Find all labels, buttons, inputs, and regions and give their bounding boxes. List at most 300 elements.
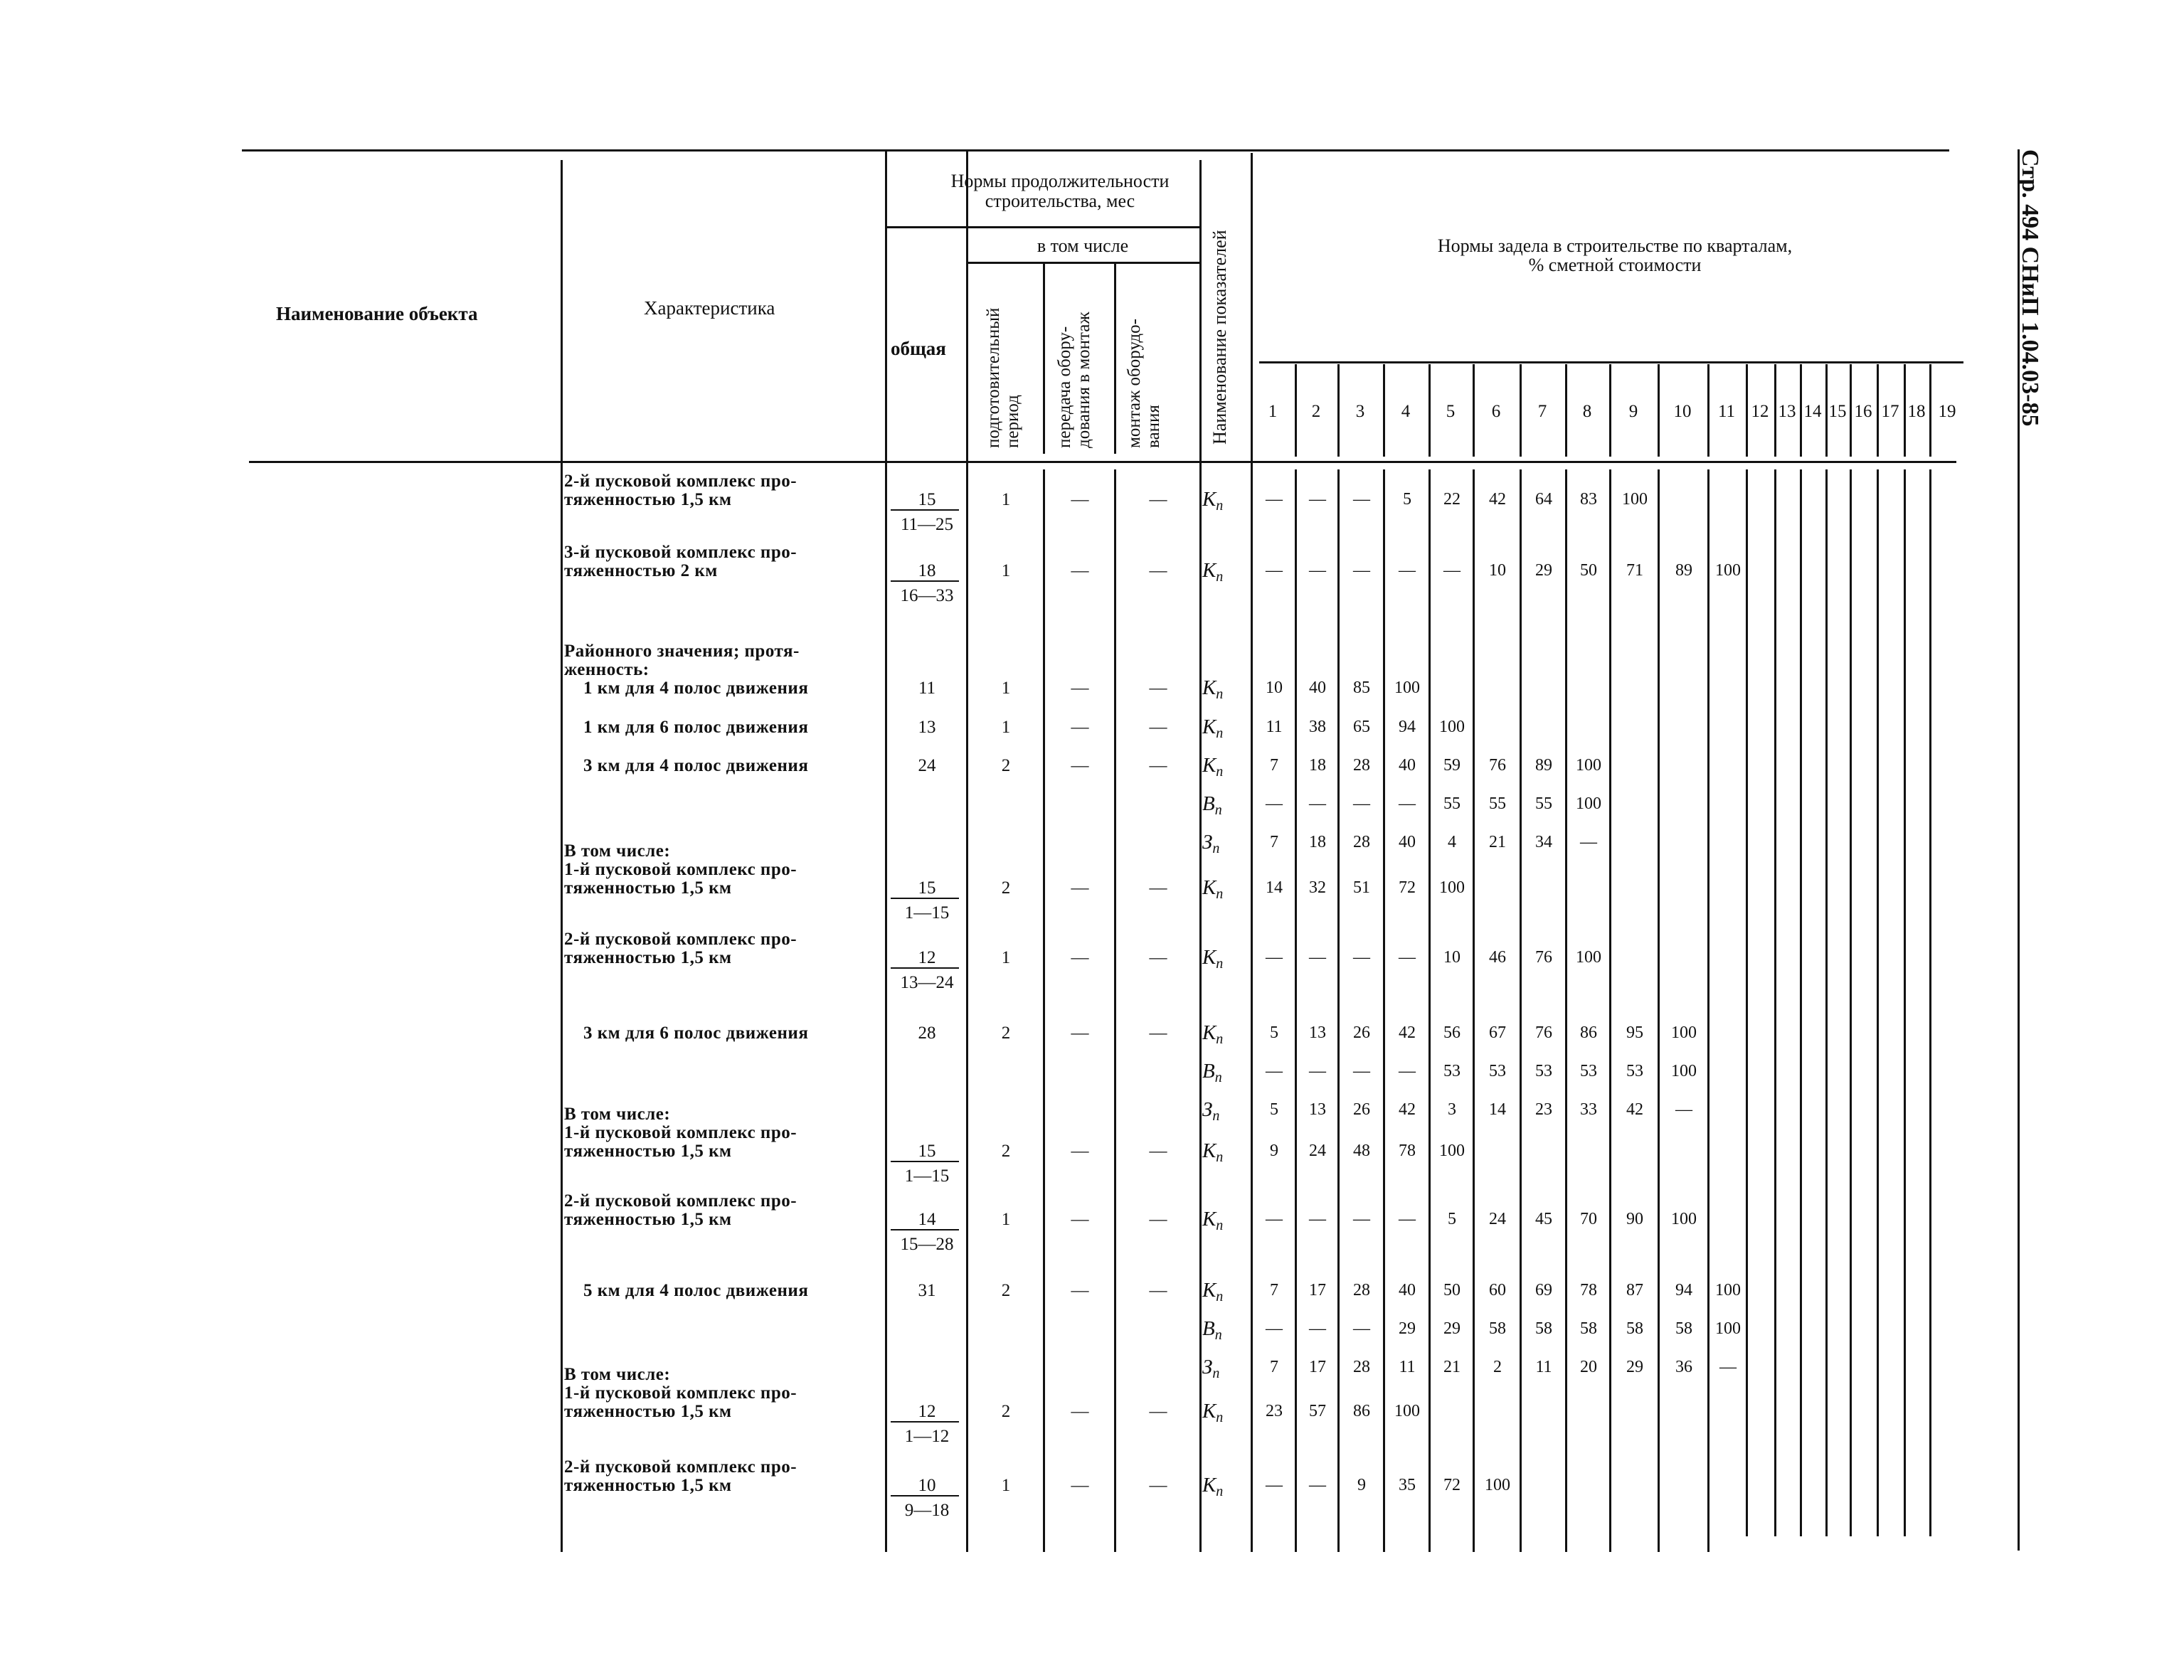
cell-quarter-value: 7: [1270, 1358, 1278, 1376]
cell-quarter-value: 58: [1675, 1319, 1692, 1338]
cell-quarter-value: 100: [1394, 1402, 1420, 1420]
row-characteristic: тяженностью 1,5 км: [564, 1142, 732, 1161]
cell-preparatory-period: 1: [1001, 718, 1011, 737]
cell-quarter-value: 26: [1353, 1100, 1370, 1119]
indicator-subscript: п: [1212, 1366, 1220, 1381]
cell-quarter-value: 2: [1493, 1358, 1502, 1376]
header-preparatory-line-1: подготовительный: [984, 307, 1003, 448]
cell-quarter-value: 10: [1489, 561, 1506, 580]
cell-quarter-value: 33: [1580, 1100, 1597, 1119]
cell-quarter-value: 55: [1443, 794, 1461, 813]
cell-equipment-installation: —: [1149, 1210, 1167, 1229]
cell-quarter-value: 22: [1443, 490, 1461, 509]
cell-quarter-value: 3: [1448, 1100, 1456, 1119]
row-characteristic: тяженностью 1,5 км: [564, 1402, 732, 1421]
column-rule: [1043, 262, 1045, 454]
header-quarter-17: 17: [1881, 402, 1899, 421]
cell-quarter-value: 11: [1399, 1358, 1416, 1376]
header-quarter-9: 9: [1628, 402, 1638, 421]
row-characteristic: 3 км для 6 полос движения: [583, 1024, 809, 1043]
cell-total-duration: 15: [918, 878, 936, 898]
indicator-subscript: п: [1216, 1410, 1224, 1425]
header-duration-line-2: строительства, мес: [985, 191, 1135, 211]
column-rule: [561, 160, 563, 1552]
cell-quarter-value: 78: [1399, 1142, 1416, 1160]
indicator-letter: З: [1202, 831, 1213, 854]
cell-preparatory-period: 1: [1001, 679, 1011, 698]
cell-quarter-value: 100: [1715, 561, 1741, 580]
header-indicator-name: Наименование показателей: [1209, 230, 1230, 445]
header-transfer-line-1: передача обору-: [1055, 326, 1074, 448]
fraction-rule: [891, 1229, 959, 1230]
cell-quarter-value: —: [1266, 1210, 1283, 1228]
cell-quarter-value: 10: [1266, 679, 1283, 697]
column-rule: [1929, 469, 1931, 1536]
fraction-rule: [891, 967, 959, 969]
cell-equipment-installation: —: [1149, 718, 1167, 737]
cell-preparatory-period: 1: [1001, 1476, 1011, 1495]
cell-total-duration: 12: [918, 948, 936, 967]
cell-equipment-transfer: —: [1071, 1142, 1089, 1161]
cell-equipment-installation: —: [1149, 948, 1167, 967]
cell-quarter-value: 100: [1576, 948, 1601, 967]
cell-duration-range: 16—33: [900, 586, 954, 605]
cell-quarter-value: 42: [1399, 1100, 1416, 1119]
cell-quarter-value: 58: [1580, 1319, 1597, 1338]
header-backlog-line-2: % сметной стоимости: [1528, 255, 1702, 275]
cell-quarter-value: 40: [1399, 756, 1416, 775]
cell-quarter-value: 72: [1399, 878, 1416, 897]
column-rule: [1850, 469, 1852, 1536]
row-characteristic: 1-й пусковой комплекс про-: [564, 1123, 797, 1142]
header-quarter-5: 5: [1446, 402, 1456, 421]
cell-quarter-value: 7: [1270, 1281, 1278, 1299]
cell-quarter-value: 67: [1489, 1024, 1506, 1042]
cell-quarter-value: 14: [1489, 1100, 1506, 1119]
header-quarter-3: 3: [1355, 402, 1365, 421]
header-preparatory-line-2: период: [1003, 395, 1022, 448]
header-installation-line-2: вания: [1144, 405, 1163, 448]
cell-quarter-value: 50: [1580, 561, 1597, 580]
indicator-letter: К: [1202, 488, 1216, 511]
header-quarter-7: 7: [1537, 402, 1547, 421]
cell-preparatory-period: 1: [1001, 490, 1011, 509]
header-quarter-6: 6: [1491, 402, 1501, 421]
cell-quarter-value: 100: [1671, 1024, 1697, 1042]
cell-quarter-value: —: [1399, 948, 1416, 967]
cell-quarter-value: 65: [1353, 718, 1370, 736]
indicator-subscript: п: [1216, 498, 1224, 514]
column-rule: [1800, 469, 1802, 1536]
cell-quarter-value: 100: [1715, 1281, 1741, 1299]
cell-quarter-value: 46: [1489, 948, 1506, 967]
cell-quarter-value: —: [1443, 561, 1461, 580]
indicator-letter: К: [1202, 716, 1216, 738]
cell-quarter-value: 53: [1535, 1062, 1552, 1080]
header-quarter-4: 4: [1401, 402, 1411, 421]
indicator-letter: В: [1202, 792, 1215, 815]
indicator-letter: К: [1202, 1208, 1216, 1230]
column-rule: [1520, 469, 1522, 1552]
row-characteristic: женность:: [564, 660, 650, 679]
indicator-subscript: п: [1214, 802, 1222, 818]
cell-total-duration: 10: [918, 1476, 936, 1495]
cell-quarter-value: 21: [1489, 833, 1506, 851]
header-characteristic: Характеристика: [644, 297, 775, 319]
indicator-subscript: п: [1216, 725, 1224, 741]
fraction-rule: [891, 1421, 959, 1423]
cell-quarter-value: —: [1309, 1476, 1326, 1494]
indicator-letter: К: [1202, 1474, 1216, 1496]
cell-quarter-value: 72: [1443, 1476, 1461, 1494]
cell-preparatory-period: 2: [1001, 1024, 1011, 1043]
cell-quarter-value: 13: [1309, 1024, 1326, 1042]
cell-quarter-value: 53: [1626, 1062, 1643, 1080]
cell-quarter-value: 58: [1535, 1319, 1552, 1338]
cell-quarter-value: —: [1675, 1100, 1692, 1119]
indicator-letter: К: [1202, 559, 1216, 582]
row-characteristic: 1-й пусковой комплекс про-: [564, 1383, 797, 1403]
indicator-subscript: п: [1212, 1108, 1220, 1124]
cell-quarter-value: 29: [1626, 1358, 1643, 1376]
cell-quarter-value: 21: [1443, 1358, 1461, 1376]
fraction-rule: [891, 898, 959, 899]
cell-equipment-transfer: —: [1071, 1281, 1089, 1300]
cell-equipment-transfer: —: [1071, 878, 1089, 898]
cell-equipment-transfer: —: [1071, 1210, 1089, 1229]
header-quarter-11: 11: [1717, 402, 1736, 421]
row-characteristic: тяженностью 1,5 км: [564, 1210, 732, 1229]
cell-quarter-value: 85: [1353, 679, 1370, 697]
column-rule: [1114, 469, 1116, 1552]
indicator-letter: К: [1202, 1400, 1216, 1423]
cell-duration-range: 15—28: [900, 1235, 954, 1254]
column-rule: [1609, 469, 1611, 1552]
cell-quarter-value: 26: [1353, 1024, 1370, 1042]
cell-quarter-value: 71: [1626, 561, 1643, 580]
cell-equipment-installation: —: [1149, 490, 1167, 509]
cell-quarter-value: 28: [1353, 1281, 1370, 1299]
cell-quarter-value: —: [1353, 948, 1370, 967]
cell-equipment-installation: —: [1149, 878, 1167, 898]
cell-quarter-value: 42: [1489, 490, 1506, 509]
row-characteristic: 3 км для 4 полос движения: [583, 756, 809, 775]
cell-quarter-value: 100: [1671, 1210, 1697, 1228]
cell-quarter-value: 11: [1266, 718, 1283, 736]
cell-quarter-value: —: [1353, 1210, 1370, 1228]
cell-equipment-transfer: —: [1071, 561, 1089, 580]
column-rule: [1707, 469, 1709, 1552]
cell-preparatory-period: 1: [1001, 1210, 1011, 1229]
header-installation-line-1: монтаж оборудо-: [1125, 319, 1144, 448]
cell-equipment-transfer: —: [1071, 1024, 1089, 1043]
cell-quarter-value: 57: [1309, 1402, 1326, 1420]
cell-quarter-value: —: [1309, 1319, 1326, 1338]
header-quarter-1: 1: [1268, 402, 1278, 421]
cell-equipment-installation: —: [1149, 1024, 1167, 1043]
row-characteristic: тяженностью 1,5 км: [564, 1476, 732, 1495]
cell-quarter-value: 100: [1439, 1142, 1465, 1160]
cell-quarter-value: 29: [1443, 1319, 1461, 1338]
header-rule: [885, 226, 1201, 228]
header-object-name: Наименование объекта: [276, 303, 478, 324]
cell-duration-range: 11—25: [900, 515, 954, 534]
header-bottom-rule: [249, 461, 1956, 463]
indicator-subscript: п: [1216, 569, 1224, 585]
cell-quarter-value: 76: [1535, 1024, 1552, 1042]
cell-quarter-value: 58: [1489, 1319, 1506, 1338]
cell-quarter-value: —: [1266, 561, 1283, 580]
indicator-letter: К: [1202, 1279, 1216, 1302]
cell-quarter-value: 14: [1266, 878, 1283, 897]
column-rule: [1043, 469, 1045, 1552]
cell-quarter-value: 17: [1309, 1358, 1326, 1376]
cell-quarter-value: 48: [1353, 1142, 1370, 1160]
row-characteristic: 2-й пусковой комплекс про-: [564, 1457, 797, 1477]
cell-quarter-value: 53: [1489, 1062, 1506, 1080]
column-rule: [1295, 469, 1297, 1552]
cell-total-duration: 14: [918, 1210, 936, 1229]
row-characteristic: тяженностью 2 км: [564, 561, 718, 580]
cell-total-duration: 11: [918, 679, 936, 698]
cell-duration-range: 9—18: [904, 1501, 950, 1520]
header-quarter-15: 15: [1828, 402, 1847, 421]
cell-quarter-value: 94: [1399, 718, 1416, 736]
indicator-subscript: п: [1214, 1327, 1222, 1343]
row-characteristic: В том числе:: [564, 841, 671, 861]
indicator-subscript: п: [1216, 686, 1224, 702]
cell-equipment-installation: —: [1149, 1281, 1167, 1300]
cell-total-duration: 15: [918, 1142, 936, 1161]
cell-equipment-transfer: —: [1071, 679, 1089, 698]
cell-quarter-value: —: [1266, 1476, 1283, 1494]
cell-quarter-value: 100: [1576, 756, 1601, 775]
indicator-subscript: п: [1216, 1031, 1224, 1047]
indicator-letter: В: [1202, 1317, 1215, 1340]
column-rule: [1114, 262, 1116, 454]
cell-quarter-value: 45: [1535, 1210, 1552, 1228]
cell-quarter-value: —: [1309, 1210, 1326, 1228]
indicator-letter: К: [1202, 754, 1216, 777]
cell-quarter-value: —: [1353, 1319, 1370, 1338]
row-characteristic: 3-й пусковой комплекс про-: [564, 543, 797, 562]
cell-quarter-value: 100: [1671, 1062, 1697, 1080]
cell-quarter-value: —: [1399, 561, 1416, 580]
fraction-rule: [891, 580, 959, 582]
cell-quarter-value: —: [1266, 1319, 1283, 1338]
header-quarter-16: 16: [1854, 402, 1872, 421]
cell-quarter-value: 40: [1399, 1281, 1416, 1299]
cell-quarter-value: 70: [1580, 1210, 1597, 1228]
indicator-subscript: п: [1216, 1218, 1224, 1233]
cell-quarter-value: 100: [1394, 679, 1420, 697]
cell-quarter-value: 23: [1535, 1100, 1552, 1119]
column-rule: [1251, 153, 1253, 1552]
cell-quarter-value: —: [1266, 794, 1283, 813]
cell-quarter-value: 24: [1309, 1142, 1326, 1160]
cell-quarter-value: —: [1353, 794, 1370, 813]
cell-equipment-installation: —: [1149, 561, 1167, 580]
cell-equipment-transfer: —: [1071, 948, 1089, 967]
header-quarter-19: 19: [1938, 402, 1956, 421]
cell-quarter-value: —: [1266, 948, 1283, 967]
row-characteristic: В том числе:: [564, 1365, 671, 1384]
cell-quarter-value: 89: [1535, 756, 1552, 775]
cell-equipment-transfer: —: [1071, 1476, 1089, 1495]
row-characteristic: 1 км для 4 полос движения: [583, 679, 809, 698]
cell-quarter-value: 40: [1309, 679, 1326, 697]
page-header-code: Стр. 494 СНиП 1.04.03-85: [2017, 149, 2043, 427]
cell-quarter-value: 51: [1353, 878, 1370, 897]
column-rule: [1877, 469, 1879, 1536]
indicator-letter: З: [1202, 1356, 1213, 1378]
cell-preparatory-period: 2: [1001, 1281, 1011, 1300]
cell-quarter-value: 20: [1580, 1358, 1597, 1376]
cell-quarter-value: 11: [1535, 1358, 1552, 1376]
cell-quarter-value: —: [1399, 1210, 1416, 1228]
cell-quarter-value: 53: [1580, 1062, 1597, 1080]
cell-equipment-installation: —: [1149, 756, 1167, 775]
header-quarter-13: 13: [1778, 402, 1796, 421]
cell-quarter-value: 100: [1715, 1319, 1741, 1338]
cell-duration-range: 13—24: [900, 973, 954, 992]
indicator-subscript: п: [1216, 1289, 1224, 1304]
fraction-rule: [891, 1161, 959, 1162]
cell-quarter-value: 28: [1353, 756, 1370, 775]
cell-quarter-value: 100: [1622, 490, 1648, 509]
cell-quarter-value: —: [1309, 794, 1326, 813]
column-rule: [1337, 469, 1340, 1552]
header-duration-line-1: Нормы продолжительности: [950, 171, 1170, 191]
cell-quarter-value: 4: [1448, 833, 1456, 851]
cell-total-duration: 24: [918, 756, 936, 775]
indicator-subscript: п: [1216, 1149, 1224, 1165]
header-quarter-14: 14: [1803, 402, 1822, 421]
indicator-letter: К: [1202, 876, 1216, 899]
indicator-subscript: п: [1216, 1484, 1224, 1499]
cell-duration-range: 1—12: [904, 1427, 950, 1446]
cell-quarter-value: 69: [1535, 1281, 1552, 1299]
cell-quarter-value: 7: [1270, 833, 1278, 851]
cell-quarter-value: 95: [1626, 1024, 1643, 1042]
cell-equipment-installation: —: [1149, 1476, 1167, 1495]
fraction-rule: [891, 509, 959, 511]
row-characteristic: 2-й пусковой комплекс про-: [564, 472, 797, 491]
column-rule: [1473, 469, 1475, 1552]
header-quarter-10: 10: [1673, 402, 1692, 421]
cell-quarter-value: 9: [1270, 1142, 1278, 1160]
header-quarter-8: 8: [1582, 402, 1592, 421]
cell-quarter-value: 100: [1439, 718, 1465, 736]
indicator-subscript: п: [1216, 886, 1224, 902]
cell-total-duration: 12: [918, 1402, 936, 1421]
row-characteristic: 1 км для 6 полос движения: [583, 718, 809, 737]
cell-preparatory-period: 2: [1001, 756, 1011, 775]
column-rule: [1774, 469, 1776, 1536]
cell-quarter-value: 10: [1443, 948, 1461, 967]
cell-quarter-value: 29: [1399, 1319, 1416, 1338]
indicator-subscript: п: [1214, 1070, 1222, 1085]
cell-duration-range: 1—15: [904, 1166, 950, 1186]
cell-quarter-value: —: [1353, 490, 1370, 509]
column-rule: [966, 149, 968, 1552]
cell-quarter-value: 86: [1580, 1024, 1597, 1042]
cell-equipment-transfer: —: [1071, 756, 1089, 775]
cell-quarter-value: 28: [1353, 833, 1370, 851]
cell-quarter-value: —: [1399, 1062, 1416, 1080]
cell-quarter-value: 78: [1580, 1281, 1597, 1299]
fraction-rule: [891, 1495, 959, 1496]
cell-quarter-value: 100: [1576, 794, 1601, 813]
cell-quarter-value: 50: [1443, 1281, 1461, 1299]
row-characteristic: 5 км для 4 полос движения: [583, 1281, 809, 1300]
column-rule: [1746, 469, 1748, 1536]
cell-quarter-value: 9: [1357, 1476, 1366, 1494]
cell-preparatory-period: 1: [1001, 948, 1011, 967]
cell-quarter-value: 42: [1626, 1100, 1643, 1119]
cell-total-duration: 13: [918, 718, 936, 737]
column-rule: [1428, 469, 1431, 1552]
cell-equipment-installation: —: [1149, 1142, 1167, 1161]
cell-quarter-value: —: [1580, 833, 1597, 851]
row-characteristic: 2-й пусковой комплекс про-: [564, 930, 797, 949]
cell-quarter-value: 18: [1309, 833, 1326, 851]
column-rule: [1658, 469, 1660, 1552]
cell-quarter-value: —: [1309, 490, 1326, 509]
cell-quarter-value: 53: [1443, 1062, 1461, 1080]
cell-quarter-value: 76: [1535, 948, 1552, 967]
indicator-letter: З: [1202, 1098, 1213, 1121]
cell-preparatory-period: 2: [1001, 1142, 1011, 1161]
cell-quarter-value: 23: [1266, 1402, 1283, 1420]
header-backlog-line-1: Нормы задела в строительстве по кварталам,: [1437, 235, 1793, 256]
cell-quarter-value: 42: [1399, 1024, 1416, 1042]
cell-total-duration: 28: [918, 1024, 936, 1043]
cell-equipment-installation: —: [1149, 1402, 1167, 1421]
cell-quarter-value: 17: [1309, 1281, 1326, 1299]
row-characteristic: 1-й пусковой комплекс про-: [564, 860, 797, 879]
cell-quarter-value: 89: [1675, 561, 1692, 580]
cell-quarter-value: 55: [1535, 794, 1552, 813]
indicator-subscript: п: [1212, 841, 1220, 856]
indicator-letter: К: [1202, 1139, 1216, 1162]
indicator-subscript: п: [1216, 764, 1224, 780]
cell-quarter-value: 87: [1626, 1281, 1643, 1299]
cell-equipment-transfer: —: [1071, 718, 1089, 737]
cell-quarter-value: —: [1266, 490, 1283, 509]
cell-equipment-installation: —: [1149, 679, 1167, 698]
cell-quarter-value: 90: [1626, 1210, 1643, 1228]
header-quarter-18: 18: [1907, 402, 1926, 421]
row-characteristic: Районного значения; протя-: [564, 642, 800, 661]
cell-quarter-value: 24: [1489, 1210, 1506, 1228]
cell-total-duration: 15: [918, 490, 936, 509]
cell-quarter-value: 100: [1485, 1476, 1510, 1494]
cell-quarter-value: 13: [1309, 1100, 1326, 1119]
header-total: общая: [891, 338, 946, 359]
cell-quarter-value: —: [1353, 561, 1370, 580]
cell-quarter-value: 94: [1675, 1281, 1692, 1299]
cell-quarter-value: 100: [1439, 878, 1465, 897]
cell-quarter-value: —: [1309, 561, 1326, 580]
cell-equipment-transfer: —: [1071, 1402, 1089, 1421]
cell-quarter-value: 18: [1309, 756, 1326, 775]
cell-quarter-value: 60: [1489, 1281, 1506, 1299]
cell-quarter-value: —: [1309, 948, 1326, 967]
header-including: в том числе: [1037, 235, 1129, 256]
cell-quarter-value: —: [1353, 1062, 1370, 1080]
cell-quarter-value: 5: [1403, 490, 1411, 509]
